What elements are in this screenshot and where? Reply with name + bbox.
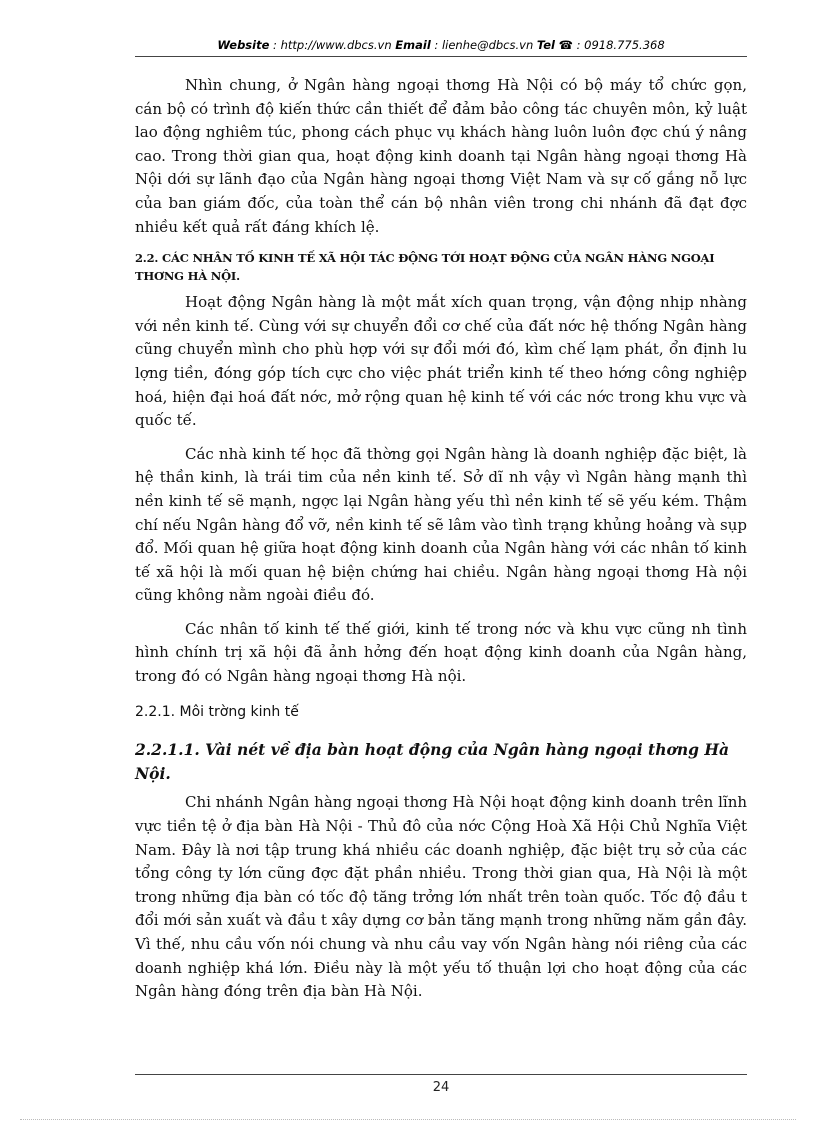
- paragraph-bank-special: Các nhà kinh tế học đã thờng gọi Ngân hàng là doanh nghiệp đặc biệt, là hệ thần kinh, là trái tim của nền kinh tế. Sở dĩ nh vậy vì Ngân hàng mạnh thì nền kinh tế sẽ mạnh, ngợc lại Ngân hàng yếu thì nền kinh tế sẽ yếu kém. Thậm chí nếu Ngân hàng đổ vỡ, nền kinh tế sẽ lâm vào tình trạng khủng hoảng và sụp đổ. Mối quan hệ giữa hoạt động kinh doanh của Ngân hàng với các nhân tố kinh tế xã hội là mối quan hệ biện chứng hai chiều. Ngân hàng ngoại thơng Hà nội cũng không nằm ngoài điều đó.: [135, 444, 747, 605]
- website-label: Website: [217, 38, 270, 52]
- email-address[interactable]: : lienhe@dbcs.vn: [430, 38, 537, 52]
- paragraph-factors: Các nhân tố kinh tế thế giới, kinh tế trong nớc và khu vực cũng nh tình hình chính trị xã hội đã ảnh hởng đến hoạt động kinh doanh của Ngân hàng, trong đó có Ngân hàng ngoại thơng Hà nội.: [135, 619, 747, 686]
- page-number: 24: [432, 1080, 450, 1095]
- email-label: Email: [395, 38, 431, 52]
- page-header: [135, 38, 747, 52]
- paragraph-intro: Nhìn chung, ở Ngân hàng ngoại thơng Hà Nội có bộ máy tổ chức gọn, cán bộ có trình độ kiến thức cần thiết để đảm bảo công tác chuyên môn, kỷ luật lao động nghiêm túc, phong cách phục vụ khách hàng luôn luôn đợc chú ý nâng cao. Trong thời gian qua, hoạt động kinh doanh tại Ngân hàng ngoại thơng Hà Nội dới sự lãnh đạo của Ngân hàng ngoại thơng Việt Nam và sự cố gắng nỗ lực của ban giám đốc, của toàn thể cán bộ nhân viên trong chi nhánh đã đạt đợc nhiều kết quả rất đáng khích lệ.: [135, 76, 747, 236]
- header-divider: [135, 56, 747, 57]
- tel-number: ☎ : 0918.775.368: [555, 38, 665, 52]
- page-edge-dotted-line: [20, 1119, 796, 1120]
- paragraph-hanoi-area: Chi nhánh Ngân hàng ngoại thơng Hà Nội hoạt động kinh doanh trên lĩnh vực tiền tệ ở địa bàn Hà Nội - Thủ đô của nớc Cộng Hoà Xã Hội Chủ Nghĩa Việt Nam. Đây là nơi tập trung khá nhiều các doanh nghiệp, đặc biệt trụ sở của các tổng công ty lớn cũng đợc đặt phần nhiều. Trong thời gian qua, Hà Nội là một trong những địa bàn có tốc độ tăng trởng lớn nhất trên toàn quốc. Tốc độ đầu t đổi mới sản xuất và đầu t xây dựng cơ bản tăng mạnh trong những năm gần đây. Vì thế, nhu cầu vốn nói chung và nhu cầu vay vốn Ngân hàng nói riêng của các doanh nghiệp khá lớn. Điều này là một yếu tố thuận lợi cho hoạt động của các Ngân hàng đóng trên địa bàn Hà Nội.: [135, 793, 748, 1001]
- footer-divider: [135, 1074, 747, 1075]
- tel-label: Tel: [536, 38, 555, 52]
- subsubsection-heading: 2.2.1.1. Vài nét về địa bàn hoạt động của Ngân hàng ngoại thơng Hà Nội.: [135, 740, 730, 783]
- paragraph-banking-role: Hoạt động Ngân hàng là một mắt xích quan trọng, vận động nhịp nhàng với nền kinh tế. Cùng với sự chuyển đổi cơ chế của đất nớc hệ thống Ngân hàng cũng chuyển mình cho phù hợp với sự đổi mới đó, kìm chế lạm phát, ổn định lu lợng tiền, đóng góp tích cực cho việc phát triển kinh tế theo hớng công nghiệp hoá, hiện đại hoá đất nớc, mở rộng quan hệ kinh tế với các nớc trong khu vực và quốc tế.: [135, 293, 747, 430]
- website-url[interactable]: : http://www.dbcs.vn: [269, 38, 396, 52]
- subsection-heading: 2.2.1. Môi trờng kinh tế: [135, 703, 299, 720]
- document-body: [135, 74, 747, 1014]
- section-heading: 2.2. CÁC NHÂN TỐ KINH TẾ XÃ HỘI TÁC ĐỘNG TỚI HOẠT ĐỘNG CỦA NGÂN HÀNG NGOẠI THƠNG HÀ NỘI.: [135, 251, 715, 284]
